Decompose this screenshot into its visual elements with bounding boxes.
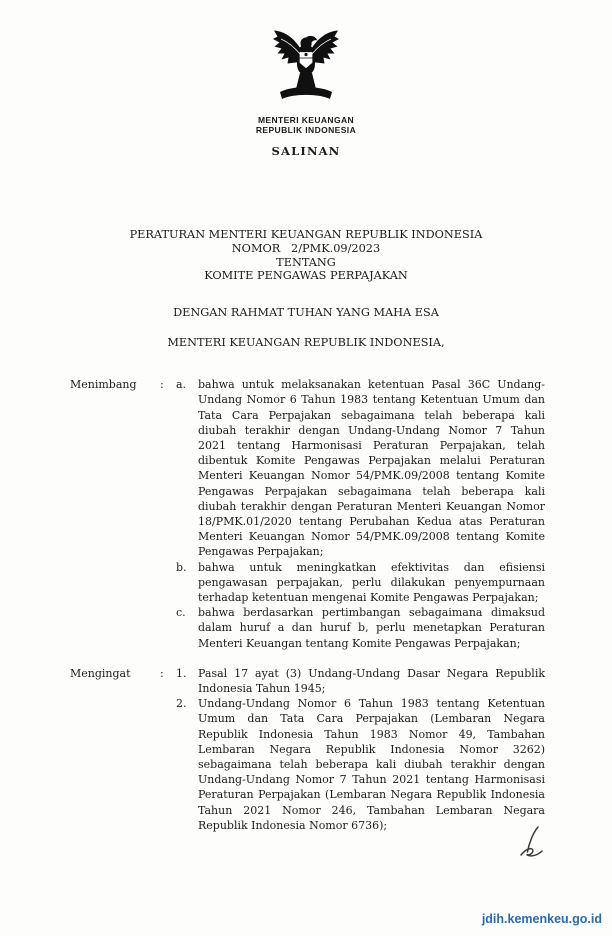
list-item — [176, 696, 545, 833]
document-header — [0, 0, 612, 158]
copy-stamp: SALINAN — [271, 144, 341, 158]
section-mengingat — [70, 666, 545, 833]
section-items — [176, 377, 545, 651]
jdih-website-text: jdih.kemenkeu.go.id — [481, 912, 602, 926]
authority-line: MENTERI KEUANGAN REPUBLIK INDONESIA, — [167, 336, 445, 350]
regulation-title-line1: PERATURAN MENTERI KEUANGAN REPUBLIK INDONESIA — [129, 228, 483, 241]
item-marker: 2. — [176, 697, 187, 711]
item-marker: b. — [176, 560, 187, 574]
item-text: bahwa berdasarkan pertimbangan sebagaimana dimaksud dalam huruf a dan huruf b, perlu menetapkan Peraturan Menteri Keuangan tentang Komite Pengawas Perpajakan; — [198, 606, 545, 650]
section-menimbang — [70, 377, 545, 651]
list-item — [176, 560, 545, 606]
item-text: Undang-Undang Nomor 6 Tahun 1983 tentang Ketentuan Umum dan Tata Cara Perpajakan (Lembaran Negara Republik Indonesia Tahun 1983 Nomor 49, Tambahan Lembaran Negara Republik Indonesia Nomor 3262) sebagaimana telah beberapa kali diubah terakhir dengan Undang-Undang Nomor 7 Tahun 2021 tentang Harmonisasi Peraturan Perpajakan (Lembaran Negara Republik Indonesia Tahun 2021 Nomor 246, Tambahan Lembaran Negara Republik Indonesia Nomor 6736); — [198, 697, 545, 832]
item-text: bahwa untuk melaksanakan ketentuan Pasal 36C Undang-Undang Nomor 6 Tahun 1983 tentang Ketentuan Umum dan Tata Cara Perpajakan sebagaimana telah beberapa kali diubah terakhir dengan Undang-Undang Nomor 7 Tahun 2021 tentang Harmonisasi Peraturan Perpajakan, telah dibentuk Komite Pengawas Perpajakan melalui Peraturan Menteri Keuangan Nomor 54/PMK.09/2008 tentang Komite Pengawas Perpajakan sebagaimana telah beberapa kali diubah terakhir dengan Peraturan Menteri Keuangan Nomor 18/PMK.01/2020 tentang Perubahan Kedua atas Peraturan Menteri Keuangan Nomor 54/PMK.09/2008 tentang Komite Pengawas Perpajakan; — [198, 378, 545, 559]
item-text: bahwa untuk meningkatkan efektivitas dan efisiensi pengawasan perpajakan, perlu dilakukan penyempurnaan terhadap ketentuan mengenai Komite Pengawas Perpajakan; — [198, 560, 545, 605]
section-colon: : — [160, 378, 164, 392]
item-marker: c. — [176, 606, 186, 620]
invocation-line: DENGAN RAHMAT TUHAN YANG MAHA ESA — [173, 306, 439, 320]
document-body — [0, 377, 612, 833]
item-marker: 1. — [176, 666, 187, 680]
handwritten-paraph-icon — [514, 824, 550, 866]
item-marker: a. — [176, 378, 187, 392]
regulation-about-label: TENTANG — [276, 255, 336, 269]
ministry-country: REPUBLIK INDONESIA — [255, 125, 357, 135]
section-label: Menimbang — [70, 378, 137, 392]
item-text: Pasal 17 ayat (3) Undang-Undang Dasar Negara Republik Indonesia Tahun 1945; — [198, 666, 545, 696]
section-colon: : — [160, 666, 164, 680]
regulation-subject: KOMITE PENGAWAS PERPAJAKAN — [204, 269, 408, 283]
list-item — [176, 666, 545, 696]
section-label: Mengingat — [70, 666, 131, 680]
ministry-name: MENTERI KEUANGAN — [257, 115, 355, 125]
regulation-title-block — [0, 228, 612, 283]
section-items — [176, 666, 545, 833]
list-item — [176, 605, 545, 651]
regulation-number: NOMOR 2/PMK.09/2023 — [231, 241, 381, 255]
garuda-emblem-icon — [271, 24, 341, 106]
ministry-name-block — [0, 115, 612, 135]
list-item — [176, 377, 545, 559]
